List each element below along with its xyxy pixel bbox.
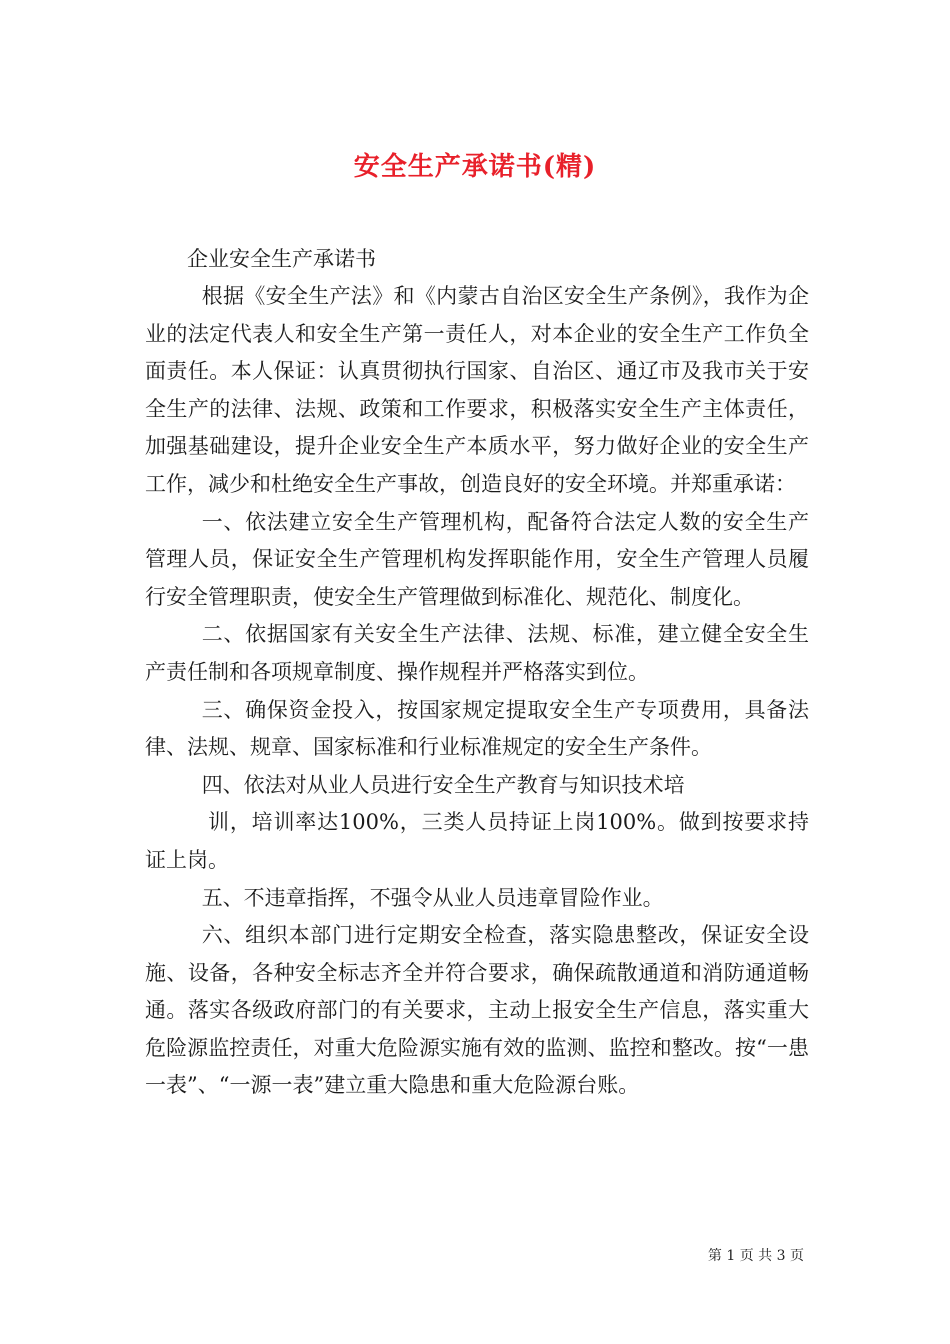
paragraph-intro: 根据《安全生产法》和《内蒙古自治区安全生产条例》，我作为企业的法定代表人和安全生产第一责任人，对本企业的安全生产工作负全面责任。本人保证：认真贯彻执行国家、自治区、通辽市及我市关于安全生产的法律、法规、政策和工作要求，积极落实安全生产主体责任，加强基础建设，提升企业安全生产本质水平，努力做好企业的安全生产工作，减少和杜绝安全生产事故，创造良好的安全环境。并郑重承诺：: [145, 284, 809, 496]
document-subheading: 企业安全生产承诺书: [187, 247, 376, 271]
document-title: 安全生产承诺书(精): [353, 152, 597, 183]
page-number-footer: 第 1 页 共 3 页: [707, 1248, 804, 1264]
document-body: [145, 240, 809, 1105]
paragraph-item-6: 六、组织本部门进行定期安全检查，落实隐患整改，保证安全设施、设备，各种安全标志齐全并符合要求，确保疏散通道和消防通道畅通。落实各级政府部门的有关要求，主动上报安全生产信息，落实重大危险源监控责任，对重大危险源实施有效的监测、监控和整改。按“一患一表”、“一源一表”建立重大隐患和重大危险源台账。: [145, 923, 809, 1098]
paragraph-item-4: 四、依法对从业人员进行安全生产教育与知识技术培: [201, 772, 685, 797]
paragraph-item-2: 二、依据国家有关安全生产法律、法规、标准，建立健全安全生产责任制和各项规章制度、操作规程并严格落实到位。: [145, 622, 809, 684]
paragraph-item-4-continued: 训，培训率达100%，三类人员持证上岗100%。做到按要求持证上岗。: [145, 810, 809, 872]
paragraph-item-1: 一、依法建立安全生产管理机构，配备符合法定人数的安全生产管理人员，保证安全生产管理机构发挥职能作用，安全生产管理人员履行安全管理职责，使安全生产管理做到标准化、规范化、制度化。: [145, 509, 809, 609]
paragraph-item-3: 三、确保资金投入，按国家规定提取安全生产专项费用，具备法律、法规、规章、国家标准和行业标准规定的安全生产条件。: [145, 697, 809, 760]
paragraph-item-5: 五、不违章指挥，不强令从业人员违章冒险作业。: [201, 885, 664, 910]
